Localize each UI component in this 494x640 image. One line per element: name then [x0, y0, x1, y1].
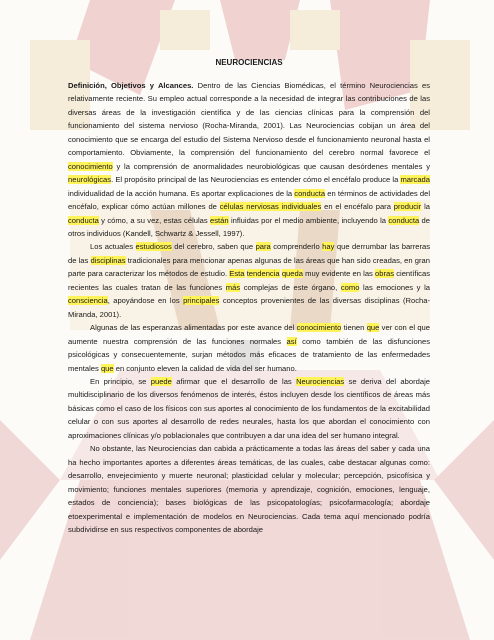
highlighted-text: producir	[393, 202, 422, 212]
text-segment: la	[421, 202, 430, 212]
highlighted-text: están	[210, 215, 229, 225]
highlighted-text: neurológicas	[68, 175, 112, 185]
highlighted-text: que	[366, 323, 380, 333]
text-segment: . El propósito principal de las Neurociencias es entender cómo el encéfalo produce la	[111, 175, 401, 185]
text-segment: como también de las disfunciones psicológicas y consecuentemente, surjan métodos más eficaces de tratamiento de las enfermedades mentales	[68, 336, 430, 373]
highlighted-text: como	[340, 282, 360, 292]
section-heading: Definición, Objetivos y Alcances.	[68, 81, 194, 90]
document-title: NEUROCIENCIAS	[215, 58, 283, 67]
highlighted-text: conducta	[388, 215, 420, 225]
highlighted-text: tendencia	[246, 269, 280, 279]
text-segment: de otros individuos (Kandell, Schwartz & Jessell, 1997).	[68, 215, 430, 238]
text-segment: y cómo, a su vez, estas células	[98, 215, 211, 225]
paragraph-container	[68, 79, 430, 536]
text-segment: Dentro de las Ciencias Biomédicas, el término Neurociencias es relativamente reciente. Su empleo actual corresponde a la necesidad de integrar las contribuciones de las diversas áreas de la investigación científica y de las ciencias clínicas para la comprensión del funcionamiento del sistema nervioso (Rocha-Miranda, 2001). Las Neurociencias cobijan un área del conocimiento que se encarga del estudio del Sistema Nervioso desde el funcionamiento neuronal hasta el comportamiento. Obviamente, la comprensión del funcionamiento del cerebro normal favorece el	[68, 81, 430, 158]
text-segment: Los actuales	[90, 242, 136, 252]
highlighted-text: puede	[150, 376, 172, 386]
highlighted-text: células nerviosas individuales	[219, 202, 322, 212]
highlighted-text: obras	[375, 269, 395, 279]
highlighted-text: hay	[322, 242, 335, 252]
paragraph	[68, 240, 430, 321]
text-segment: del cerebro, saben que	[171, 242, 256, 252]
highlighted-text: disciplinas	[90, 255, 126, 265]
text-segment: tienen	[341, 323, 367, 333]
text-segment: en conjunto eleven la calidad de vida del ser humano.	[113, 363, 297, 373]
highlighted-text: que	[100, 363, 114, 373]
text-segment: complejas de este órgano,	[240, 282, 341, 292]
text-segment: ver con el que aumente nuestra comprensión de las funciones normales	[68, 323, 430, 346]
paragraph	[68, 321, 430, 375]
text-segment: influidas por el medio ambiente, incluyendo la	[228, 215, 389, 225]
highlighted-text: conducta	[68, 215, 99, 225]
text-segment: afirmar que el desarrollo de las	[171, 376, 297, 386]
highlighted-text: conocimiento	[296, 323, 342, 333]
text-segment: científicas recientes las cuales tratan de las funciones	[68, 269, 430, 292]
highlighted-text: conducta	[294, 188, 326, 198]
text-segment: En principio, se	[90, 376, 151, 386]
highlighted-text: consciencia	[68, 296, 108, 306]
paragraph	[68, 79, 430, 240]
paragraph	[68, 375, 430, 442]
text-segment: que derrumbar las barreras de las	[68, 242, 431, 265]
highlighted-text: más	[225, 282, 241, 292]
highlighted-text: principales	[183, 296, 220, 306]
text-segment: las emociones y la	[359, 282, 430, 292]
highlighted-text: marcada	[400, 175, 430, 185]
highlighted-text: Esta	[229, 269, 245, 279]
highlighted-text: así	[286, 336, 297, 346]
text-segment: Algunas de las esperanzas alimentadas por este avance del	[90, 323, 297, 333]
text-segment: muy evidente en las	[302, 269, 376, 279]
text-segment: en el encéfalo para	[321, 202, 394, 212]
highlighted-text: para	[255, 242, 271, 252]
paragraph	[68, 442, 430, 536]
highlighted-text: queda	[281, 269, 303, 279]
text-segment: comprenderlo	[270, 242, 323, 252]
text-segment: se deriva del abordaje multidisciplinario de los diversos fenómenos de interés, éstos incluyen desde los científicos de áreas más básicas como el caso de los físicos con sus aportes al conocimiento de los fundamentos de la excitabilidad celular o con sus aportes al desarrollo de redes neurales, hasta los que abordan el conocimiento con aproximaciones clínicas y/o poblacionales que contribuyen a dar una idea del ser humano integral.	[68, 376, 430, 440]
highlighted-text: Neurociencias	[296, 376, 345, 386]
text-segment: , apoyándose en los	[107, 296, 184, 306]
text-segment: en términos de actividades del encéfalo, explicar cómo actúan millones de	[68, 188, 431, 212]
highlighted-text: conocimiento	[68, 161, 113, 171]
highlighted-text: estudiosos	[135, 242, 172, 252]
text-segment: individualidad de la acción humana. Es aportar explicaciones de la	[68, 188, 295, 198]
text-segment: tradicionales para mencionar apenas algunas de las áreas que han sido creadas, en gran parte para caracterizar los métodos de estudio.	[68, 255, 431, 279]
text-segment: y la comprensión de anormalidades neurobiológicas que causan desórdenes mentales y	[112, 161, 430, 171]
text-segment: conceptos provenientes de las diversas disciplinas (Rocha-Miranda, 2001).	[68, 296, 430, 319]
document-body	[68, 56, 430, 536]
text-segment: No obstante, las Neurociencias dan cabida a prácticamente a todas las áreas del saber y cada una ha hecho importantes aportes a diferentes áreas temáticas, de las cuales, cabe destacar algunas como: desarrollo, envejecimiento y muerte neuronal; plasticidad celular y molecular; percepción, psicofísica y movimiento; funciones mentales superiores (memoria y aprendizaje, cognición, emociones, lenguaje, estados de conciencia); bases biológicas de las psicopatologías; psicofarmacología; abordaje etoexperimental e implementación de modelos en Neurociencias. Cada tema aquí mencionado podría subdividirse en sus respectivos componentes de abordaje	[68, 444, 430, 534]
